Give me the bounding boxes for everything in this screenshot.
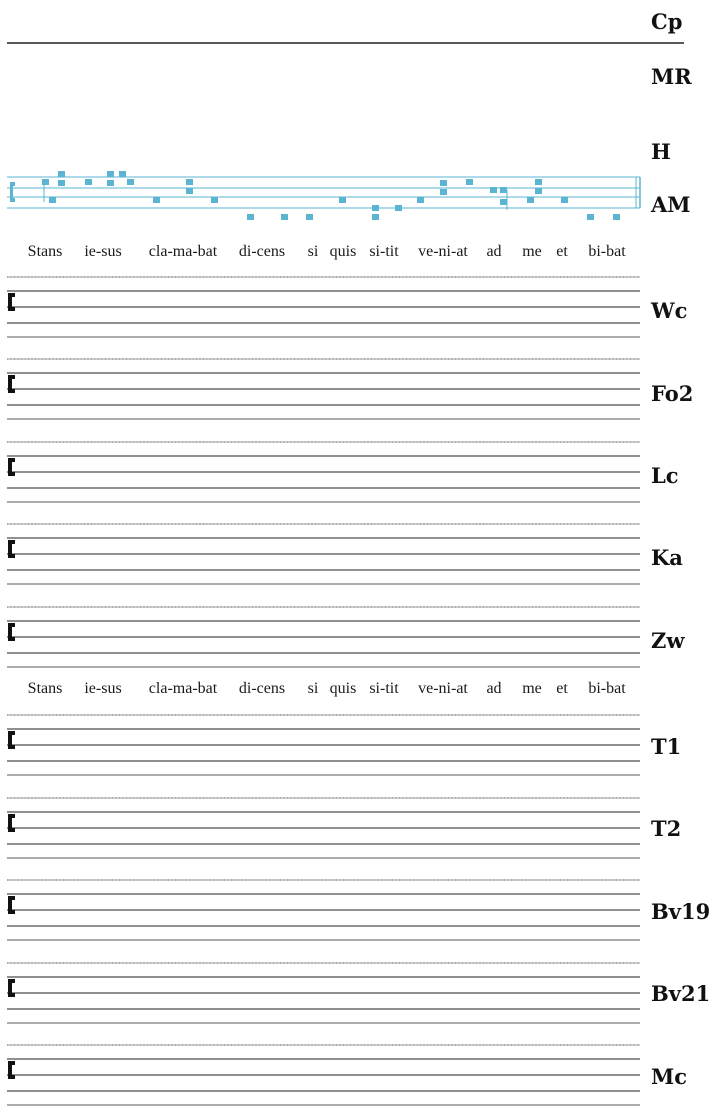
siglum-bv21: Bv21 xyxy=(651,981,711,1006)
neume-square xyxy=(127,179,134,185)
neume-square xyxy=(527,197,534,203)
siglum-mc: Mc xyxy=(651,1064,688,1089)
neume-square xyxy=(247,214,254,220)
neume-square xyxy=(107,180,114,186)
neume-square xyxy=(440,189,447,195)
c-clef-icon xyxy=(8,814,15,832)
lyric-word: si-tit xyxy=(369,680,399,697)
neume-square xyxy=(440,180,447,186)
lyric-word: ad xyxy=(486,243,502,260)
empty-staff xyxy=(7,963,640,1023)
lyric-word: si xyxy=(307,243,319,260)
lyric-word: ie-sus xyxy=(84,243,122,260)
neume-square xyxy=(58,171,65,177)
empty-staff xyxy=(7,359,640,419)
c-clef-icon xyxy=(8,623,15,641)
lyric-word: ve-ni-at xyxy=(418,680,468,697)
lyric-word: cla-ma-bat xyxy=(148,680,218,697)
neume-square xyxy=(466,179,473,185)
neume-square xyxy=(535,179,542,185)
neume-square xyxy=(372,205,379,211)
neume-square xyxy=(281,214,288,220)
am-staff-lines xyxy=(7,177,640,208)
neume-square xyxy=(211,197,218,203)
neume-square xyxy=(49,197,56,203)
lyric-word: et xyxy=(556,243,568,260)
neume-square xyxy=(535,188,542,194)
empty-staff xyxy=(7,798,640,858)
empty-staff xyxy=(7,880,640,940)
am-neumes xyxy=(42,171,620,220)
neume-square xyxy=(587,214,594,220)
lyric-word: si xyxy=(307,680,319,697)
siglum-h: H xyxy=(651,139,671,164)
empty-staff xyxy=(7,715,640,775)
neume-square xyxy=(42,179,49,185)
siglum-t1: T1 xyxy=(651,734,682,759)
siglum-ka: Ka xyxy=(651,545,683,570)
siglum-t2: T2 xyxy=(651,816,682,841)
cp-staff-rule xyxy=(0,0,721,60)
siglum-am: AM xyxy=(651,192,691,217)
lyric-word: ie-sus xyxy=(84,680,122,697)
c-clef-icon xyxy=(8,458,15,476)
lyric-word: quis xyxy=(329,243,357,260)
empty-staff xyxy=(7,442,640,502)
siglum-bv19: Bv19 xyxy=(651,899,711,924)
neume-square xyxy=(85,179,92,185)
lyric-word: di-cens xyxy=(238,243,286,260)
lyric-word: bi-bat xyxy=(588,243,626,260)
lyric-word: Stans xyxy=(27,243,63,260)
neume-square xyxy=(58,180,65,186)
lyric-word: Stans xyxy=(27,680,63,697)
c-clef-icon xyxy=(8,896,15,914)
neume-square xyxy=(372,214,379,220)
siglum-wc: Wc xyxy=(651,298,688,323)
neume-square xyxy=(306,214,313,220)
am-c-clef-icon xyxy=(10,182,15,202)
neume-square xyxy=(395,205,402,211)
neume-square xyxy=(153,197,160,203)
c-clef-icon xyxy=(8,979,15,997)
c-clef-icon xyxy=(8,540,15,558)
lyric-word: quis xyxy=(329,680,357,697)
empty-staff xyxy=(7,277,640,337)
neume-square xyxy=(613,214,620,220)
empty-staff xyxy=(7,607,640,667)
siglum-mr: MR xyxy=(651,64,692,89)
empty-staff xyxy=(7,1045,640,1105)
c-clef-icon xyxy=(8,375,15,393)
neume-square xyxy=(186,179,193,185)
lyric-word: me xyxy=(522,680,542,697)
lyric-word: bi-bat xyxy=(588,680,626,697)
c-clef-icon xyxy=(8,1061,15,1079)
empty-staff xyxy=(7,524,640,584)
staves-group-2 xyxy=(0,700,721,1120)
lyric-word: ad xyxy=(486,680,502,697)
lyric-word: me xyxy=(522,243,542,260)
siglum-cp: Cp xyxy=(651,9,683,34)
c-clef-icon xyxy=(8,731,15,749)
neume-square xyxy=(490,187,497,193)
staves-group-1 xyxy=(0,270,721,670)
neume-square xyxy=(107,171,114,177)
neume-square xyxy=(186,188,193,194)
lyric-word: et xyxy=(556,680,568,697)
neume-square xyxy=(500,199,507,205)
lyric-word: cla-ma-bat xyxy=(148,243,218,260)
lyric-word: di-cens xyxy=(238,680,286,697)
neume-square xyxy=(500,187,507,193)
neume-square xyxy=(119,171,126,177)
siglum-lc: Lc xyxy=(651,463,679,488)
lyric-word: si-tit xyxy=(369,243,399,260)
neume-square xyxy=(417,197,424,203)
siglum-zw: Zw xyxy=(651,628,685,653)
am-staff xyxy=(0,168,721,228)
siglum-fo2: Fo2 xyxy=(651,381,694,406)
lyric-word: ve-ni-at xyxy=(418,243,468,260)
c-clef-icon xyxy=(8,293,15,311)
neume-square xyxy=(561,197,568,203)
neume-square xyxy=(339,197,346,203)
